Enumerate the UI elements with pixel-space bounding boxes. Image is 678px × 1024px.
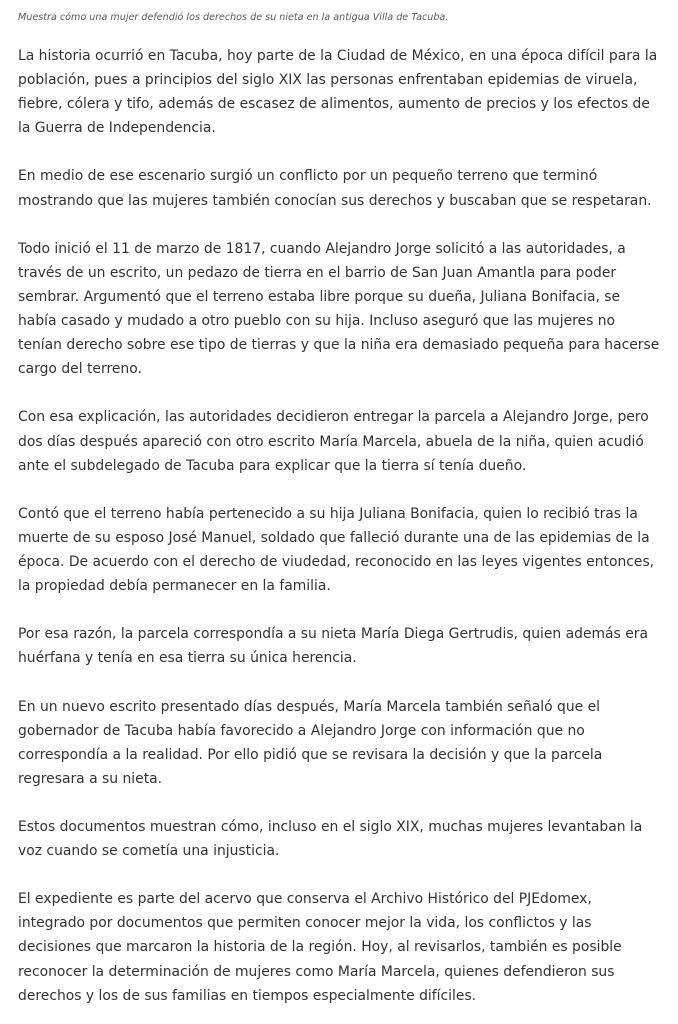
image-caption: Muestra cómo una mujer defendió los derechos de su nieta en la antigua Villa de Tacuba. [18, 12, 449, 23]
paragraph-5: Contó que el terreno había pertenecido a su hija Juliana Bonifacia, quien lo recibió tras la muerte de su esposo José Manuel, soldado que falleció durante una de las epidemias de la época. De acuerdo con el derecho de viudedad, reconocido en las leyes vigentes entonces, la propiedad debía permanecer en la familia. [18, 505, 655, 595]
article-body [18, 44, 660, 1008]
paragraph-3: Todo inició el 11 de marzo de 1817, cuando Alejandro Jorge solicitó a las autoridades, a través de un escrito, un pedazo de tierra en el barrio de San Juan Amantla para poder sembrar. Argumentó que el terreno estaba libre porque su dueña, Juliana Bonifacia, se había casado y mudado a otro pueblo con su hija. Incluso aseguró que las mujeres no tenían derecho sobre ese tipo de tierras y que la niña era demasiado pequeña para hacerse cargo del terreno. [18, 240, 660, 378]
paragraph-7: En un nuevo escrito presentado días después, María Marcela también señaló que el gobernador de Tacuba había favorecido a Alejandro Jorge con información que no correspondía a la realidad. Por ello pidió que se revisara la decisión y que la parcela regresara a su nieta. [18, 698, 603, 787]
paragraph-9: El expediente es parte del acervo que conserva el Archivo Histórico del PJEdomex, integrado por documentos que permiten conocer mejor la vida, los conflictos y las decisiones que marcaron la historia de la región. Hoy, al revisarlos, también es posible reconocer la determinación de mujeres como María Marcela, quienes defendieron sus derechos y los de sus familias en tiempos especialmente difíciles. [18, 891, 622, 1004]
paragraph-6: Por esa razón, la parcela correspondía a su nieta María Diega Gertrudis, quien además era huérfana y tenía en esa tierra su única herencia. [18, 626, 648, 667]
paragraph-8: Estos documentos muestran cómo, incluso en el siglo XIX, muchas mujeres levantaban la voz cuando se cometía una injusticia. [18, 819, 643, 860]
paragraph-2: En medio de ese escenario surgió un conflicto por un pequeño terreno que terminó mostrando que las mujeres también conocían sus derechos y buscaban que se respetaran. [18, 168, 652, 209]
paragraph-4: Con esa explicación, las autoridades decidieron entregar la parcela a Alejandro Jorge, pero dos días después apareció con otro escrito María Marcela, abuela de la niña, quien acudió ante el subdelegado de Tacuba para explicar que la tierra sí tenía dueño. [18, 409, 649, 474]
paragraph-1: La historia ocurrió en Tacuba, hoy parte de la Ciudad de México, en una época difícil para la población, pues a principios del siglo XIX las personas enfrentaban epidemias de viruela, fiebre, cólera y tifo, además de escasez de alimentos, aumento de precios y los efectos de la Guerra de Independencia. [18, 48, 658, 137]
